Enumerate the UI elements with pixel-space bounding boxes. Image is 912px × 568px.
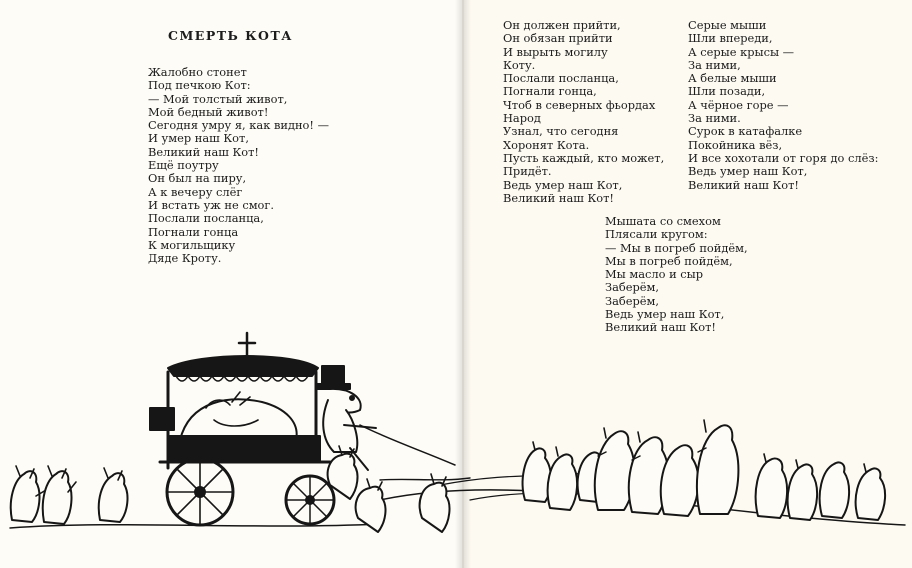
poem-line: Жалобно стонет — [148, 65, 247, 79]
poem-line: Под печкою Кот: — [148, 78, 251, 93]
poem-line: Послали посланца, — [148, 211, 264, 226]
stanza — [148, 66, 329, 265]
poem-line: Дяде Кроту. — [148, 251, 222, 266]
poem-line: Мышата со смехом — [605, 214, 721, 228]
poem-line: К могильщику — [148, 237, 236, 252]
poem-line: Великий наш Кот! — [605, 320, 717, 335]
poem-line: Он должен прийти, — [503, 18, 621, 32]
hearse-wheels — [167, 459, 334, 525]
poem-line: Узнал, что сегодня — [503, 124, 619, 139]
poem-line: Ещё поутру — [148, 158, 219, 173]
poem-line: Заберём, — [605, 293, 659, 308]
poem-line: Мой бедный живот! — [148, 104, 269, 119]
poem-line: Великий наш Кот! — [503, 190, 615, 205]
dancing-mice — [11, 466, 128, 524]
poem-line: Мы в погреб пойдём, — [605, 253, 733, 268]
cat-coffin — [150, 392, 330, 462]
poem-line: Ведь умер наш Кот, — [503, 177, 623, 192]
poem-line: Сегодня умру я, как видно! — — [148, 118, 330, 133]
stanza — [503, 19, 664, 205]
poem-line: А серые крысы — — [688, 44, 795, 59]
poem-line: — Мой толстый живот, — [148, 91, 288, 106]
poem-line: Ведь умер наш Кот, — [688, 164, 808, 179]
poem-title: СМЕРТЬ КОТА — [168, 28, 293, 43]
poem-line: Мы масло и сыр — [605, 267, 704, 282]
poem-line: Плясали кругом: — [605, 227, 708, 242]
stanza — [688, 19, 878, 192]
poem-line: Он обязан прийти — [503, 31, 613, 46]
poem-line: Чтоб в северных фьордах — [503, 97, 656, 112]
poem-line: Послали посланца, — [503, 71, 619, 86]
poem-line: Пусть каждый, кто может, — [503, 150, 665, 165]
poem-line: Великий наш Кот! — [688, 177, 800, 192]
poem-line: Заберём, — [605, 280, 659, 295]
poem-line: Серые мыши — [688, 18, 767, 32]
poem-line: И встать уж не смог. — [148, 197, 275, 212]
poem-line: Шли впереди, — [688, 31, 773, 46]
procession-rats — [523, 420, 885, 520]
poem-line: Сурок в катафалке — [688, 124, 803, 139]
poem-line: За ними, — [688, 57, 741, 72]
poem-line: За ними. — [688, 111, 741, 126]
poem-line: Погнали гонца — [148, 224, 239, 239]
poem-line: Он был на пиру, — [148, 171, 247, 186]
funeral-procession-illustration — [0, 300, 912, 568]
poem-line: Хоронят Кота. — [503, 137, 590, 152]
harness-mice — [328, 446, 470, 532]
poem-line: Погнали гонца, — [503, 84, 597, 99]
poem-line: Великий наш Кот! — [148, 144, 260, 159]
poem-line: А чёрное горе — — [688, 97, 789, 112]
marmot-driver — [316, 366, 455, 470]
poem-line: Народ — [503, 111, 541, 126]
poem-line: Шли позади, — [688, 84, 766, 99]
poem-line: Покойника вёз, — [688, 137, 783, 152]
poem-line: Коту. — [503, 57, 536, 72]
poem-line: А белые мыши — [688, 71, 777, 86]
poem-line: И умер наш Кот, — [148, 131, 249, 146]
poem-line: И вырыть могилу — [503, 44, 608, 59]
poem-line: — Мы в погреб пойдём, — [605, 240, 748, 255]
poem-line: Придёт. — [503, 164, 552, 179]
poem-line: А к вечеру слёг — [148, 184, 243, 199]
poem-line: Ведь умер наш Кот, — [605, 307, 725, 322]
poem-line: И все хохотали от горя до слёз: — [688, 150, 879, 165]
